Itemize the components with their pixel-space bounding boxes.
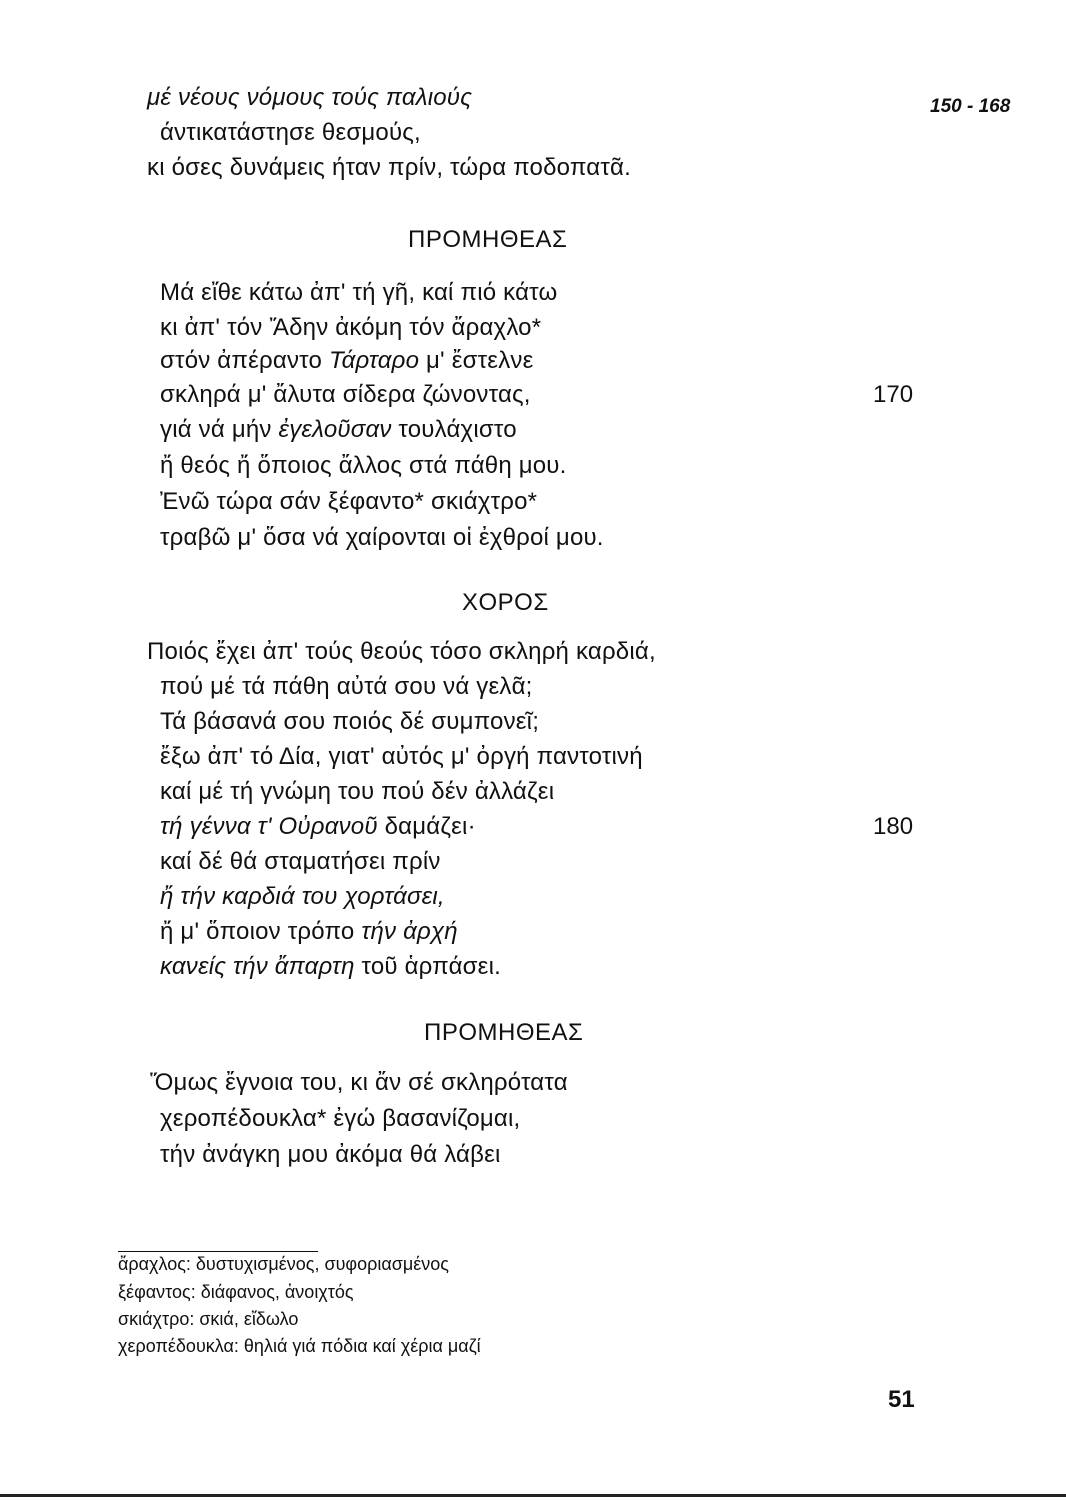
verse-line: γιά νά μήν ἐγελοῦσαν τουλάχιστο [160, 416, 517, 443]
verse-line: Τά βάσανά σου ποιός δέ συμπονεῖ; [160, 708, 540, 735]
line-range-header: 150 - 168 [930, 96, 1011, 117]
bottom-edge-line [0, 1494, 1066, 1497]
footnote: ξέφαντος: διάφανος, ἀνοιχτός [118, 1282, 354, 1302]
verse-line: τή γέννα τ' Οὐρανοῦ δαμάζει· [160, 813, 476, 840]
verse-line: Ποιός ἔχει ἀπ' τούς θεούς τόσο σκληρή καρδιά, [147, 638, 656, 665]
footnote: ἄραχλος: δυστυχισμένος, συφοριασμένος [118, 1254, 449, 1274]
verse-line: ἔξω ἀπ' τό Δία, γιατ' αὐτός μ' ὀργή παντοτινή [160, 743, 643, 770]
verse-line: Ἐνῶ τώρα σάν ξέφαντο* σκιάχτρο* [160, 488, 538, 515]
verse-line: καί μέ τή γνώμη του πού δέν ἀλλάζει [160, 778, 555, 805]
verse-line: μέ νέους νόμους τούς παλιούς [147, 84, 473, 111]
page-number: 51 [888, 1386, 915, 1413]
line-number: 180 [873, 813, 914, 840]
speaker-heading: ΠΡΟΜΗΘΕΑΣ [408, 226, 568, 253]
verse-line: ἤ μ' ὅποιον τρόπο τήν ἀρχή [160, 918, 458, 945]
verse-line: τραβῶ μ' ὅσα νά χαίρονται οἱ ἐχθροί μου. [160, 524, 604, 551]
speaker-heading: ΧΟΡΟΣ [462, 589, 549, 616]
verse-line: στόν ἀπέραντο Τάρταρο μ' ἔστελνε [160, 347, 534, 374]
verse-line: καί δέ θά σταματήσει πρίν [160, 848, 441, 875]
verse-line: κι όσες δυνάμεις ήταν πρίν, τώρα ποδοπατᾶ. [147, 154, 631, 181]
verse-line: τήν ἀνάγκη μου ἀκόμα θά λάβει [160, 1141, 501, 1168]
verse-line: πού μέ τά πάθη αὐτά σου νά γελᾶ; [160, 673, 533, 700]
verse-line: Μά εἴθε κάτω ἀπ' τή γῆ, καί πιό κάτω [160, 279, 558, 306]
footnote: χεροπέδουκλα: θηλιά γιά πόδια καί χέρια μαζί [118, 1336, 481, 1356]
verse-line: άντικατάστησε θεσμούς, [160, 119, 421, 146]
speaker-heading: ΠΡΟΜΗΘΕΑΣ [424, 1019, 584, 1046]
footnote: σκιάχτρο: σκιά, εἴδωλο [118, 1309, 299, 1329]
verse-line: ἤ θεός ἤ ὅποιος ἄλλος στά πάθη μου. [160, 452, 567, 479]
verse-line: χεροπέδουκλα* ἐγώ βασανίζομαι, [160, 1105, 521, 1132]
verse-line: κι ἀπ' τόν Ἄδην ἀκόμη τόν ἄραχλο* [160, 314, 542, 341]
verse-line: κανείς τήν ἄπαρτη τοῦ ἁρπάσει. [160, 953, 501, 980]
line-number: 170 [873, 381, 914, 408]
verse-line: ἤ τήν καρδιά του χορτάσει, [160, 883, 445, 910]
verse-line: σκληρά μ' ἄλυτα σίδερα ζώνοντας, [160, 381, 531, 408]
verse-line: Ὅμως ἔγνοια του, κι ἄν σέ σκληρότατα [150, 1069, 568, 1096]
